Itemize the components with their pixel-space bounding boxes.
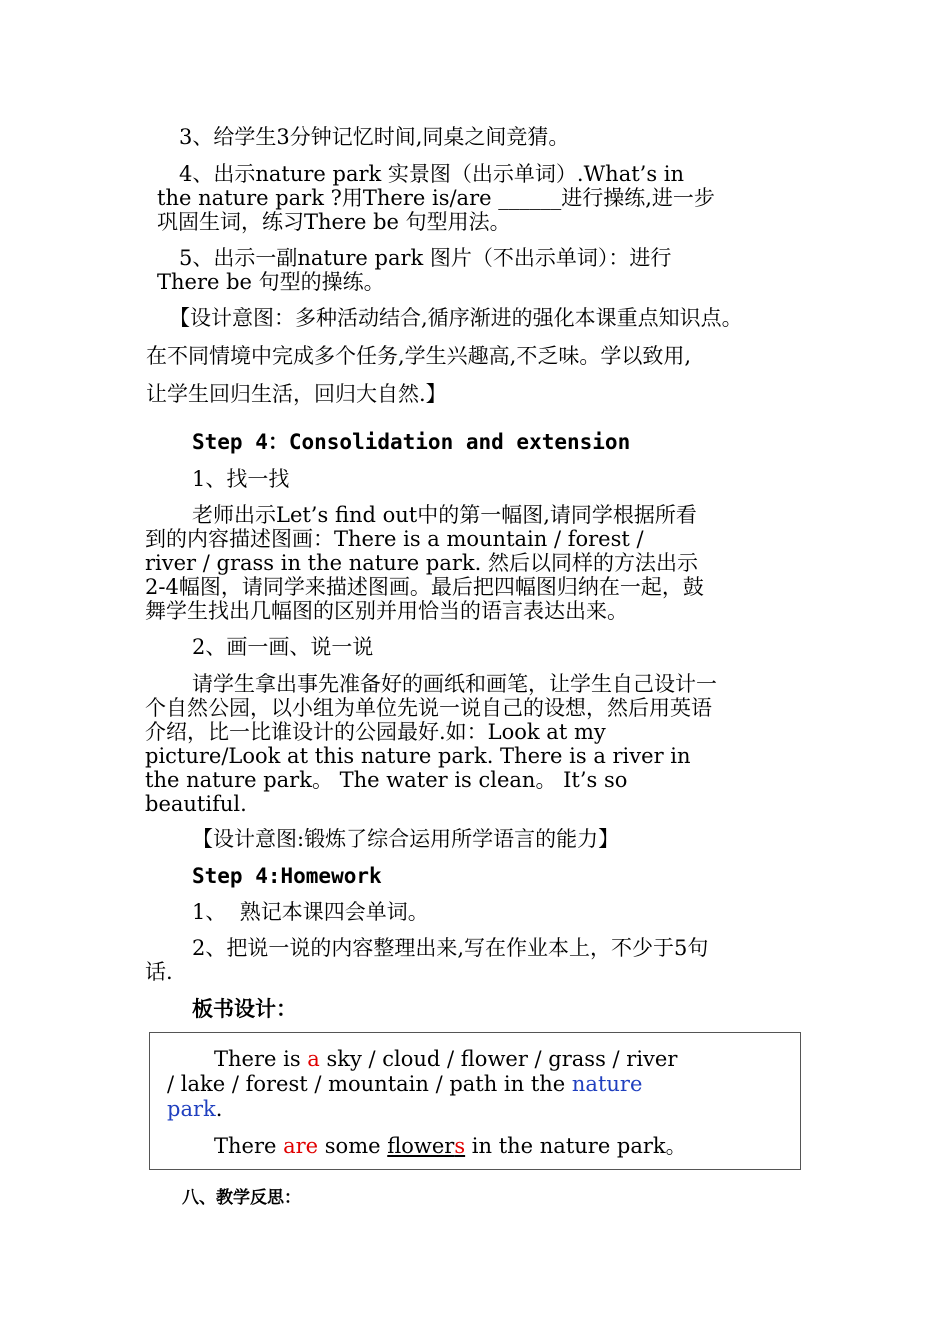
draw-para-line4: picture/Look at this nature park. There is a river in — [145, 744, 691, 768]
step3-item4-line1: 4、出示nature park 实景图（出示单词）.What’s in — [179, 162, 685, 186]
board-highlight-s: s — [454, 1134, 466, 1158]
draw-title: 2、画一画、说一说 — [192, 635, 374, 659]
step3-item4-line2: the nature park ?用There is/are ______进行操练,进一步 — [157, 186, 715, 210]
board-text: There is — [214, 1047, 308, 1071]
board-text: sky / cloud / flower / grass / river — [319, 1047, 678, 1071]
draw-para-line1: 请学生拿出事先准备好的画纸和画笔，让学生自己设计一 — [192, 672, 717, 696]
step3-item5-line1: 5、出示一副nature park 图片（不出示单词）：进行 — [179, 246, 672, 270]
step3-item4-line3: 巩固生词，练习There be 句型用法。 — [157, 210, 511, 234]
board-highlight-a: a — [307, 1047, 320, 1071]
board-text: some — [318, 1134, 388, 1158]
find-title: 1、找一找 — [192, 467, 290, 491]
find-para-line5: 舞学生找出几幅图的区别并用恰当的语言表达出来。 — [145, 599, 628, 623]
board-design-box — [149, 1032, 801, 1170]
board-text: / lake / forest / mountain / path in the — [167, 1072, 572, 1096]
draw-para-line3: 介绍，比一比谁设计的公园最好.如：Look at my — [145, 720, 606, 744]
board-highlight-nature: nature — [571, 1072, 643, 1096]
board-line1 — [214, 1047, 677, 1071]
board-line3 — [167, 1097, 222, 1121]
design-intent-1-line3: 让学生回归生活，回归大自然.】 — [146, 382, 447, 406]
draw-para-line6: beautiful. — [145, 792, 247, 816]
step4-heading: Step 4：Consolidation and extension — [192, 430, 631, 454]
homework-item2-line1: 2、把说一说的内容整理出来,写在作业本上，不少于5句 — [192, 936, 709, 960]
teaching-reflection-heading: 八、教学反思： — [182, 1188, 301, 1208]
homework-item1: 1、 熟记本课四会单词。 — [192, 900, 429, 924]
design-intent-1-line1: 【设计意图：多种活动结合,循序渐进的强化本课重点知识点。 — [169, 306, 743, 330]
find-para-line4: 2-4幅图，请同学来描述图画。最后把四幅图归纳在一起，鼓 — [145, 575, 704, 599]
step3-item5-line2: There be 句型的操练。 — [157, 270, 385, 294]
design-intent-1-line2: 在不同情境中完成多个任务,学生兴趣高,不乏味。学以致用, — [146, 344, 692, 368]
find-para-line1: 老师出示Let’s find out中的第一幅图,请同学根据所看 — [192, 503, 697, 527]
board-line4 — [214, 1134, 687, 1158]
draw-para-line5: the nature park。 The water is clean。 It’s so — [145, 768, 628, 792]
board-text: . — [215, 1097, 223, 1121]
homework-item2-line2: 话. — [145, 960, 173, 984]
board-text: There — [214, 1134, 284, 1158]
design-intent-2: 【设计意图:锻炼了综合运用所学语言的能力】 — [192, 827, 620, 851]
board-text: flower — [387, 1134, 455, 1158]
board-highlight-park: park — [167, 1097, 216, 1121]
board-line2 — [167, 1072, 642, 1096]
board-highlight-are: are — [283, 1134, 319, 1158]
board-design-heading: 板书设计： — [192, 996, 297, 1021]
find-para-line3: river / grass in the nature park. 然后以同样的方法出示 — [145, 551, 698, 575]
board-text: in the nature park。 — [465, 1134, 687, 1158]
find-para-line2: 到的内容描述图画：There is a mountain / forest / — [145, 527, 644, 551]
draw-para-line2: 个自然公园，以小组为单位先说一说自己的设想，然后用英语 — [145, 696, 712, 720]
board-underlined-flowers — [387, 1134, 465, 1158]
homework-heading: Step 4:Homework — [192, 864, 382, 888]
step3-item3: 3、给学生3分钟记忆时间,同桌之间竞猜。 — [179, 125, 570, 149]
